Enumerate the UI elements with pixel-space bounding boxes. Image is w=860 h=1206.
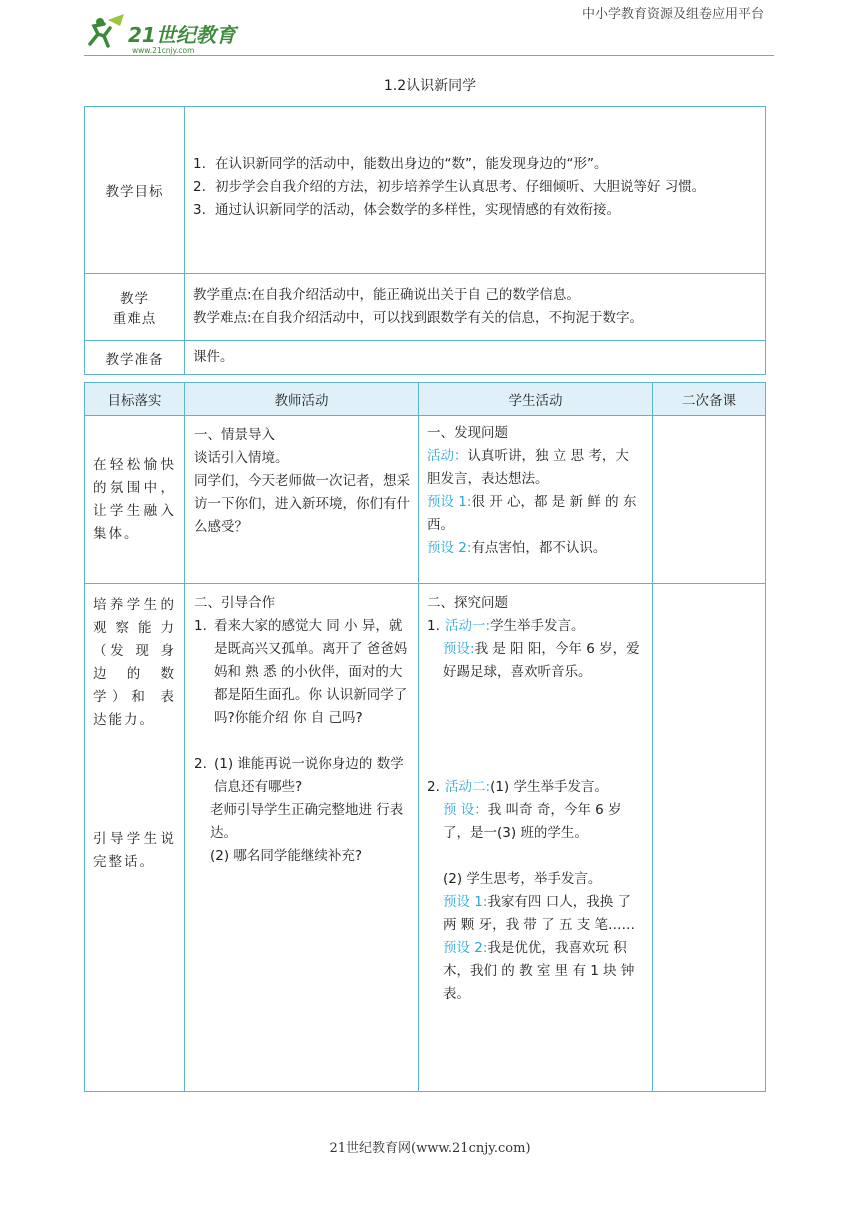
row1-notes — [653, 416, 766, 584]
goal-item: 3. 通过认识新同学的活动，体会数学的多样性，实现情感的有效衔接。 — [193, 201, 620, 218]
doc-title: 1.2认识新同学 — [383, 78, 477, 94]
student-heading: 二、探究问题 — [427, 595, 508, 611]
info-table — [84, 106, 766, 375]
logo-sub-text: www.21cnjy.com — [132, 46, 195, 55]
site-logo — [84, 12, 244, 56]
teacher-heading: 二、引导合作 — [194, 595, 275, 611]
row1-student: 一、发现问题 活动：认真听讲，独 立 思 考，大 胆发言，表达想法。 预设 1:很 开 心，都 是 新 鲜 的 东西。 预设 2:有点害怕，都不认识。 — [419, 416, 653, 584]
difficult-point: 教学难点:在自我介绍活动中，可以找到跟数学有关的信息，不拘泥于数字。 — [193, 310, 644, 326]
runner-icon — [90, 14, 124, 46]
col-header-student: 学生活动 — [419, 383, 653, 416]
row1-goal: 在轻松愉快的氛围中，让学生融入 集体。 — [85, 416, 185, 584]
goal-item: 2. 初步学会自我介绍的方法，初步培养学生认真思考、仔细倾听、大胆说等好 习惯。 — [193, 178, 706, 195]
header-divider — [84, 55, 774, 56]
col-header-notes: 二次备课 — [653, 383, 766, 416]
row2-student: 二、探究问题 1. 活动一:学生举手发言。 预设:我 是 阳 阳，今年 6 岁，爱好踢足球，喜欢听音乐。 2. 活动二:(1) 学生举手发言。 预 设：我 叫奇 奇，今年 6 岁 了，是一(3) 班的学生。 (2) 学生思考，举手发言。 预设 1:我家有四 口人，我换 了 两 颗 牙，我 带 了 五 支 笔…… 预设 2:我是优优，我喜欢玩 积木，我们 的 教 室 里 有 1 块 钟表。 — [419, 584, 653, 1092]
col-header-teacher: 教师活动 — [185, 383, 419, 416]
logo-main-text: 21世纪教育 — [128, 23, 236, 47]
activity-table — [84, 382, 766, 1092]
student-heading: 一、发现问题 — [427, 425, 508, 441]
key-point: 教学重点:在自我介绍活动中，能正确说出关于自 己的数学信息。 — [193, 287, 580, 303]
prep-value: 课件。 — [185, 341, 766, 375]
goals-cell — [185, 107, 766, 274]
col-header-goal: 目标落实 — [85, 383, 185, 416]
row2-teacher: 二、引导合作 1. 看来大家的感觉大 同 小 异，就是既高兴又孤单。离开了 爸爸妈 妈和 熟 悉 的小伙伴，面对的大都是陌生面孔。你 认识新同学了吗?你能介绍 你 自 己吗? 2. (1) 谁能再说一说你身边的 数学信息还有哪些? 老师引导学生正确完整地进 行表达。 (2) 哪名同学能继续补充? — [185, 584, 419, 1092]
goals-list — [193, 153, 755, 222]
goal-item: 1. 在认识新同学的活动中，能数出身边的“数”，能发现身边的“形”。 — [193, 155, 608, 172]
row1-teacher: 一、情景导入 谈话引入情境。 同学们，今天老师做一次记者，想采访一下你们，进入新环境，你们有什么感受？ — [185, 416, 419, 584]
row2-notes — [653, 584, 766, 1092]
page-footer: 21世纪教育网(www.21cnjy.com) — [329, 1141, 531, 1156]
prep-label: 教学准备 — [85, 341, 185, 375]
teacher-heading: 一、情景导入 — [194, 427, 275, 443]
goals-label: 教学目标 — [85, 107, 185, 274]
platform-header-text: 中小学教育资源及组卷应用平台 — [581, 7, 764, 22]
key-points-label: 教学 重难点 — [85, 274, 185, 341]
row2-goal: 培养学生的 观 察 能 力（发 现 身 边 的 数 学）和 表达能力。 引导学生说完整话。 — [85, 584, 185, 1092]
key-points-cell — [185, 274, 766, 341]
